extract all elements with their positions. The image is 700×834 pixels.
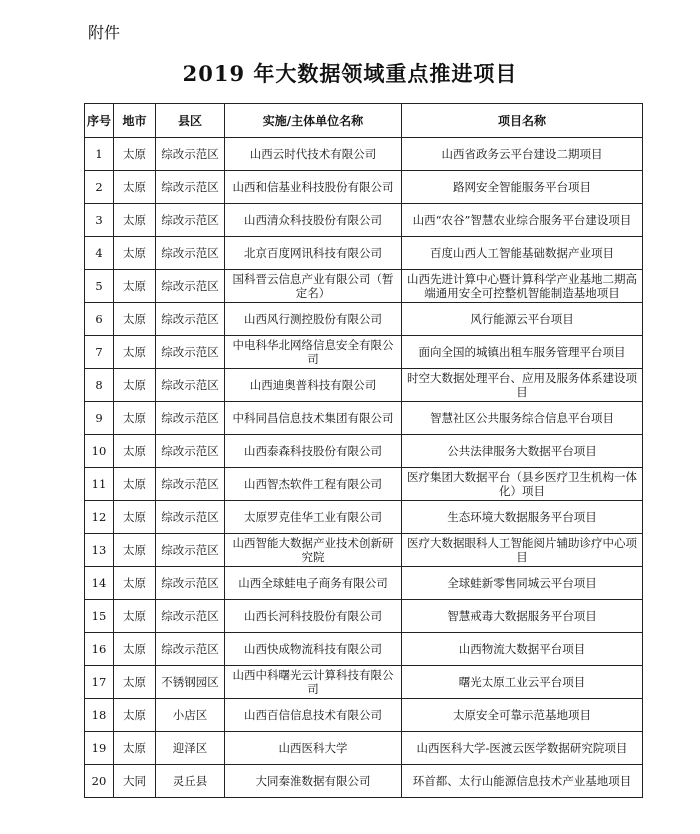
cell-no: 10: [85, 435, 114, 468]
cell-org: 太原罗克佳华工业有限公司: [225, 501, 402, 534]
cell-county: 综改示范区: [156, 237, 225, 270]
cell-no: 19: [85, 732, 114, 765]
cell-county: 综改示范区: [156, 369, 225, 402]
cell-project: 全球蛙新零售同城云平台项目: [402, 567, 643, 600]
cell-city: 太原: [114, 699, 156, 732]
cell-city: 太原: [114, 567, 156, 600]
cell-county: 综改示范区: [156, 402, 225, 435]
cell-city: 太原: [114, 204, 156, 237]
cell-project: 公共法律服务大数据平台项目: [402, 435, 643, 468]
cell-city: 大同: [114, 765, 156, 798]
table-row: [85, 237, 643, 270]
cell-org: 山西智杰软件工程有限公司: [225, 468, 402, 501]
cell-county: 综改示范区: [156, 336, 225, 369]
cell-org: 山西和信基业科技股份有限公司: [225, 171, 402, 204]
table-row: [85, 303, 643, 336]
table-row: [85, 468, 643, 501]
cell-org: 山西迪奥普科技有限公司: [225, 369, 402, 402]
table-row: [85, 732, 643, 765]
cell-county: 综改示范区: [156, 600, 225, 633]
cell-city: 太原: [114, 600, 156, 633]
cell-project: 百度山西人工智能基础数据产业项目: [402, 237, 643, 270]
cell-project: 山西先进计算中心暨计算科学产业基地二期高端通用安全可控整机智能制造基地项目: [402, 270, 643, 303]
cell-no: 20: [85, 765, 114, 798]
cell-project: 医疗集团大数据平台（县乡医疗卫生机构一体化）项目: [402, 468, 643, 501]
header-no: 序号: [85, 104, 114, 138]
cell-no: 8: [85, 369, 114, 402]
cell-city: 太原: [114, 402, 156, 435]
cell-project: 医疗大数据眼科人工智能阅片辅助诊疗中心项目: [402, 534, 643, 567]
attachment-label: 附件: [88, 23, 121, 42]
table-row: [85, 402, 643, 435]
cell-county: 综改示范区: [156, 534, 225, 567]
cell-project: 生态环境大数据服务平台项目: [402, 501, 643, 534]
cell-no: 6: [85, 303, 114, 336]
cell-city: 太原: [114, 435, 156, 468]
cell-county: 灵丘县: [156, 765, 225, 798]
table-row: [85, 699, 643, 732]
cell-city: 太原: [114, 270, 156, 303]
cell-no: 11: [85, 468, 114, 501]
cell-no: 14: [85, 567, 114, 600]
cell-org: 山西清众科技股份有限公司: [225, 204, 402, 237]
cell-county: 综改示范区: [156, 633, 225, 666]
table-body: [85, 138, 643, 798]
table-header-row: [85, 104, 643, 138]
cell-city: 太原: [114, 303, 156, 336]
cell-county: 综改示范区: [156, 468, 225, 501]
cell-project: 山西“农谷”智慧农业综合服务平台建设项目: [402, 204, 643, 237]
cell-org: 山西百信信息技术有限公司: [225, 699, 402, 732]
cell-county: 小店区: [156, 699, 225, 732]
table-row: [85, 534, 643, 567]
cell-county: 综改示范区: [156, 171, 225, 204]
cell-no: 2: [85, 171, 114, 204]
cell-county: 综改示范区: [156, 567, 225, 600]
cell-project: 时空大数据处理平台、应用及服务体系建设项目: [402, 369, 643, 402]
cell-org: 山西中科曙光云计算科技有限公司: [225, 666, 402, 699]
cell-no: 3: [85, 204, 114, 237]
cell-org: 山西全球蛙电子商务有限公司: [225, 567, 402, 600]
cell-org: 中电科华北网络信息安全有限公司: [225, 336, 402, 369]
cell-project: 智慧戒毒大数据服务平台项目: [402, 600, 643, 633]
cell-no: 17: [85, 666, 114, 699]
cell-city: 太原: [114, 336, 156, 369]
cell-city: 太原: [114, 369, 156, 402]
projects-table: [84, 103, 643, 798]
cell-no: 18: [85, 699, 114, 732]
cell-county: 不锈钢园区: [156, 666, 225, 699]
cell-no: 5: [85, 270, 114, 303]
cell-org: 山西风行测控股份有限公司: [225, 303, 402, 336]
cell-org: 山西云时代技术有限公司: [225, 138, 402, 171]
cell-org: 中科同昌信息技术集团有限公司: [225, 402, 402, 435]
cell-county: 迎泽区: [156, 732, 225, 765]
cell-city: 太原: [114, 534, 156, 567]
cell-county: 综改示范区: [156, 138, 225, 171]
table-row: [85, 435, 643, 468]
cell-org: 国科晋云信息产业有限公司（暂定名）: [225, 270, 402, 303]
cell-project: 环首都、太行山能源信息技术产业基地项目: [402, 765, 643, 798]
table-row: [85, 666, 643, 699]
cell-no: 9: [85, 402, 114, 435]
cell-org: 大同秦淮数据有限公司: [225, 765, 402, 798]
cell-county: 综改示范区: [156, 204, 225, 237]
table-row: [85, 765, 643, 798]
cell-no: 1: [85, 138, 114, 171]
cell-no: 12: [85, 501, 114, 534]
cell-no: 16: [85, 633, 114, 666]
cell-county: 综改示范区: [156, 501, 225, 534]
header-county: 县区: [156, 104, 225, 138]
cell-no: 15: [85, 600, 114, 633]
table-row: [85, 633, 643, 666]
table-row: [85, 336, 643, 369]
cell-city: 太原: [114, 666, 156, 699]
cell-project: 风行能源云平台项目: [402, 303, 643, 336]
cell-county: 综改示范区: [156, 303, 225, 336]
table-row: [85, 567, 643, 600]
cell-city: 太原: [114, 171, 156, 204]
cell-project: 面向全国的城镇出租车服务管理平台项目: [402, 336, 643, 369]
cell-project: 山西省政务云平台建设二期项目: [402, 138, 643, 171]
table-row: [85, 138, 643, 171]
cell-no: 7: [85, 336, 114, 369]
cell-org: 北京百度网讯科技有限公司: [225, 237, 402, 270]
cell-city: 太原: [114, 468, 156, 501]
cell-no: 4: [85, 237, 114, 270]
header-project: 项目名称: [402, 104, 643, 138]
header-org: 实施/主体单位名称: [225, 104, 402, 138]
cell-county: 综改示范区: [156, 270, 225, 303]
cell-org: 山西智能大数据产业技术创新研究院: [225, 534, 402, 567]
cell-city: 太原: [114, 732, 156, 765]
table-row: [85, 501, 643, 534]
table-row: [85, 270, 643, 303]
cell-city: 太原: [114, 138, 156, 171]
header-city: 地市: [114, 104, 156, 138]
cell-project: 山西医科大学-医渡云医学数据研究院项目: [402, 732, 643, 765]
table-row: [85, 600, 643, 633]
cell-county: 综改示范区: [156, 435, 225, 468]
cell-no: 13: [85, 534, 114, 567]
cell-org: 山西泰森科技股份有限公司: [225, 435, 402, 468]
cell-project: 路网安全智能服务平台项目: [402, 171, 643, 204]
document-title: 2019 年大数据领域重点推进项目: [182, 61, 518, 86]
cell-project: 山西物流大数据平台项目: [402, 633, 643, 666]
table-row: [85, 369, 643, 402]
cell-project: 智慧社区公共服务综合信息平台项目: [402, 402, 643, 435]
cell-org: 山西长河科技股份有限公司: [225, 600, 402, 633]
cell-city: 太原: [114, 501, 156, 534]
cell-org: 山西快成物流科技有限公司: [225, 633, 402, 666]
table-row: [85, 171, 643, 204]
cell-city: 太原: [114, 237, 156, 270]
table-row: [85, 204, 643, 237]
cell-project: 曙光太原工业云平台项目: [402, 666, 643, 699]
cell-org: 山西医科大学: [225, 732, 402, 765]
cell-project: 太原安全可靠示范基地项目: [402, 699, 643, 732]
cell-city: 太原: [114, 633, 156, 666]
